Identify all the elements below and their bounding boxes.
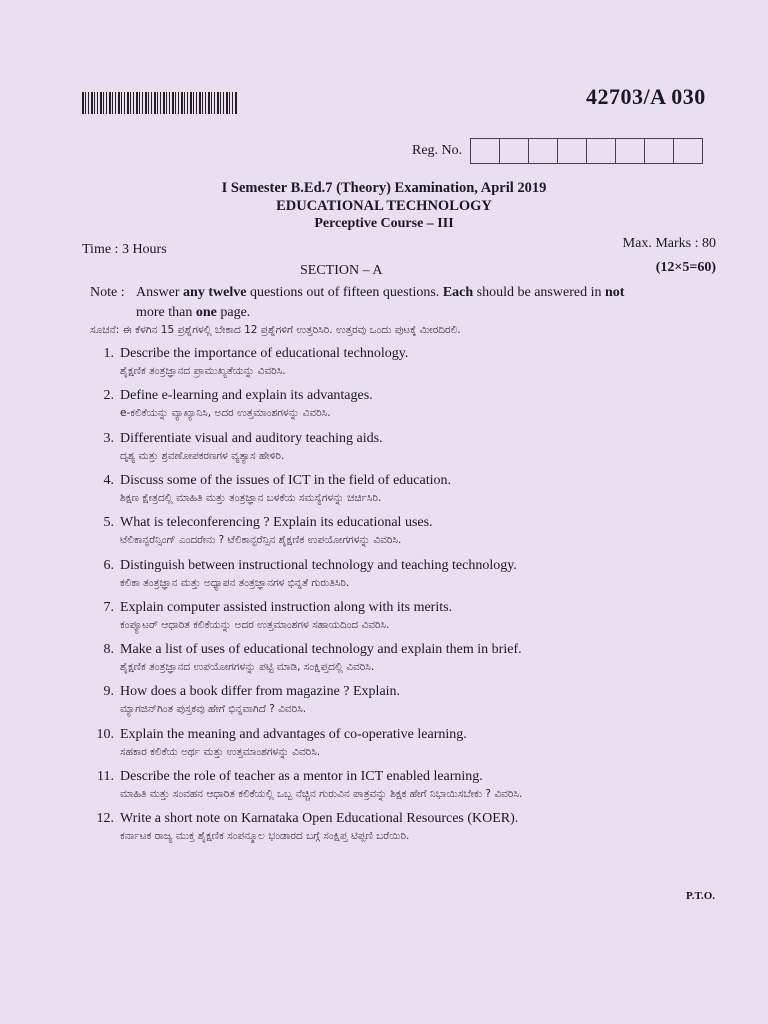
pto-label: P.T.O. bbox=[686, 890, 716, 902]
instructions-note-kannada: ಸೂಚನೆ: ಈ ಕೆಳಗಿನ 15 ಪ್ರಶ್ನೆಗಳಲ್ಲಿ ಬೇಕಾದ 12 ಪ್ರಶ್ನೆಗಳಿಗೆ ಉತ್ತರಿಸಿರಿ. ಉತ್ತರವು ಒಂದು ಪುಟಕ್ಕೆ ಮೀರದಿರಲಿ. bbox=[90, 324, 461, 336]
question-item bbox=[92, 642, 732, 674]
question-text: Explain computer assisted instruction along with its merits. bbox=[120, 599, 453, 615]
question-text-kannada: ಮ್ಯಾಗಜಿನ್‌ಗಿಂತ ಪುಸ್ತಕವು ಹೇಗೆ ಭಿನ್ನವಾಗಿದೆ ? ವಿವರಿಸಿ. bbox=[120, 703, 307, 716]
question-text-kannada: ಶೈಕ್ಷಣಿಕ ತಂತ್ರಜ್ಞಾನದ ಪ್ರಾಮುಖ್ಯತೆಯನ್ನು ವಿವರಿಸಿ. bbox=[120, 365, 286, 377]
question-text-kannada: ದೃಶ್ಯ ಮತ್ತು ಶ್ರವಣೋಪಕರಣಗಳ ವ್ಯತ್ಯಾಸ ಹೇಳಿರಿ. bbox=[120, 449, 285, 462]
question-item bbox=[92, 727, 732, 759]
section-title: SECTION – A bbox=[300, 263, 383, 278]
question-item bbox=[92, 684, 732, 716]
question-text: Make a list of uses of educational technology and explain them in brief. bbox=[120, 642, 522, 658]
question-text-kannada: e-ಕಲಿಕೆಯನ್ನು ವ್ಯಾಖ್ಯಾನಿಸಿ, ಅದರ ಉತ್ತಮಾಂಶಗಳನ್ನು ವಿವರಿಸಿ. bbox=[120, 407, 331, 420]
question-text-kannada: ಕಲಿಕಾ ತಂತ್ರಜ್ಞಾನ ಮತ್ತು ಅಧ್ಯಾಪನ ತಂತ್ರಜ್ಞಾನಗಳ ಭಿನ್ನತೆ ಗುರುತಿಸಿರಿ. bbox=[120, 576, 350, 589]
exam-title: I Semester B.Ed.7 (Theory) Examination, April 2019 bbox=[221, 180, 547, 196]
question-text: Describe the importance of educational technology. bbox=[120, 346, 409, 361]
question-text-kannada: ಕಂಪ್ಯೂಟರ್ ಆಧಾರಿತ ಕಲಿಕೆಯನ್ನು ಅದರ ಉತ್ತಮಾಂಶಗಳ ಸಹಾಯದಿಂದ ವಿವರಿಸಿ. bbox=[120, 618, 390, 631]
question-item bbox=[92, 431, 732, 463]
question-number: 9. bbox=[103, 684, 114, 700]
question-item bbox=[92, 600, 732, 632]
question-text: Differentiate visual and auditory teaching aids. bbox=[120, 430, 383, 446]
course-title: Perceptive Course – III bbox=[314, 216, 454, 231]
question-text: What is teleconferencing ? Explain its educational uses. bbox=[120, 515, 433, 531]
reg-no-boxes bbox=[470, 138, 703, 164]
question-number: 12. bbox=[96, 811, 114, 827]
question-number: 11. bbox=[97, 769, 114, 784]
question-text: Describe the role of teacher as a mentor in ICT enabled learning. bbox=[120, 769, 483, 784]
question-text: Distinguish between instructional technology and teaching technology. bbox=[120, 557, 517, 573]
question-text-kannada: ಮಾಹಿತಿ ಮತ್ತು ಸಂವಹನ ಆಧಾರಿತ ಕಲಿಕೆಯಲ್ಲಿ ಒಬ್ಬ ನೆಚ್ಚಿನ ಗುರುವಿನ ಪಾತ್ರವನ್ನು ಶಿಕ್ಷಕ ಹೇಗೆ ನಿಭಾಯಿಸಬೇಕು ? ವಿವರಿಸಿ. bbox=[120, 788, 523, 800]
question-text-kannada: ಶಿಕ್ಷಣ ಕ್ಷೇತ್ರದಲ್ಲಿ ಮಾಹಿತಿ ಮತ್ತು ತಂತ್ರಜ್ಞಾನ ಬಳಕೆಯ ಸಮಸ್ಯೆಗಳನ್ನು ಚರ್ಚಿಸಿರಿ. bbox=[120, 491, 382, 504]
subject-title: EDUCATIONAL TECHNOLOGY bbox=[276, 198, 492, 214]
question-text: Define e-learning and explain its advantages. bbox=[120, 388, 373, 404]
question-number: 8. bbox=[103, 642, 114, 658]
question-item bbox=[92, 769, 732, 801]
barcode bbox=[82, 92, 238, 114]
question-text: How does a book differ from magazine ? Explain. bbox=[120, 684, 401, 700]
question-text: Explain the meaning and advantages of co-operative learning. bbox=[120, 726, 467, 742]
paper-code: 42703/A 030 bbox=[586, 84, 706, 109]
question-item bbox=[92, 388, 732, 420]
question-item bbox=[92, 811, 732, 843]
question-item bbox=[92, 515, 732, 547]
question-text-kannada: ಸಹಕಾರ ಕಲಿಕೆಯ ಅರ್ಥ ಮತ್ತು ಉತ್ತಮಾಂಶಗಳನ್ನು ವಿವರಿಸಿ. bbox=[120, 745, 321, 758]
reg-no-label: Reg. No. bbox=[412, 143, 463, 158]
time-allowed: Time : 3 Hours bbox=[82, 242, 167, 257]
question-item bbox=[92, 346, 732, 378]
section-marks: (12×5=60) bbox=[655, 260, 716, 275]
question-number: 4. bbox=[103, 472, 114, 488]
note-label: Note : bbox=[90, 285, 125, 300]
reg-no-row bbox=[412, 138, 703, 164]
instructions-note: Note : Answer any twelve questions out of fifteen questions. Each should be answered in not more than one page. bbox=[90, 285, 625, 320]
question-number: 5. bbox=[103, 515, 114, 531]
question-text-kannada: ಕರ್ನಾಟಕ ರಾಜ್ಯ ಮುಕ್ತ ಶೈಕ್ಷಣಿಕ ಸಂಪನ್ಮೂಲ ಭಂಡಾರದ ಬಗ್ಗೆ ಸಂಕ್ಷಿಪ್ತ ಟಿಪ್ಪಣಿ ಬರೆಯಿರಿ. bbox=[120, 830, 410, 843]
question-number: 7. bbox=[103, 599, 114, 615]
question-item bbox=[92, 558, 732, 590]
question-number: 2. bbox=[103, 388, 114, 404]
question-number: 3. bbox=[103, 430, 114, 446]
question-text-kannada: ಟೆಲಿಕಾನ್ಫರೆನ್ಸಿಂಗ್ ಎಂದರೇನು ? ಟೆಲಿಕಾನ್ಫರೆನ್ಸಿನ ಶೈಕ್ಷಣಿಕ ಉಪಯೋಗಗಳನ್ನು ವಿವರಿಸಿ. bbox=[120, 534, 402, 547]
question-number: 1. bbox=[103, 346, 114, 361]
question-text: Discuss some of the issues of ICT in the field of education. bbox=[120, 472, 452, 488]
max-marks: Max. Marks : 80 bbox=[622, 236, 716, 251]
question-item bbox=[92, 473, 732, 505]
question-text-kannada: ಶೈಕ್ಷಣಿಕ ತಂತ್ರಜ್ಞಾನದ ಉಪಯೋಗಗಳನ್ನು ಪಟ್ಟಿ ಮಾಡಿ, ಸಂಕ್ಷಿಪ್ತದಲ್ಲಿ ವಿವರಿಸಿ. bbox=[120, 661, 375, 674]
question-text: Write a short note on Karnataka Open Educational Resources (KOER). bbox=[120, 811, 519, 827]
question-number: 10. bbox=[96, 726, 114, 742]
question-number: 6. bbox=[103, 557, 114, 573]
